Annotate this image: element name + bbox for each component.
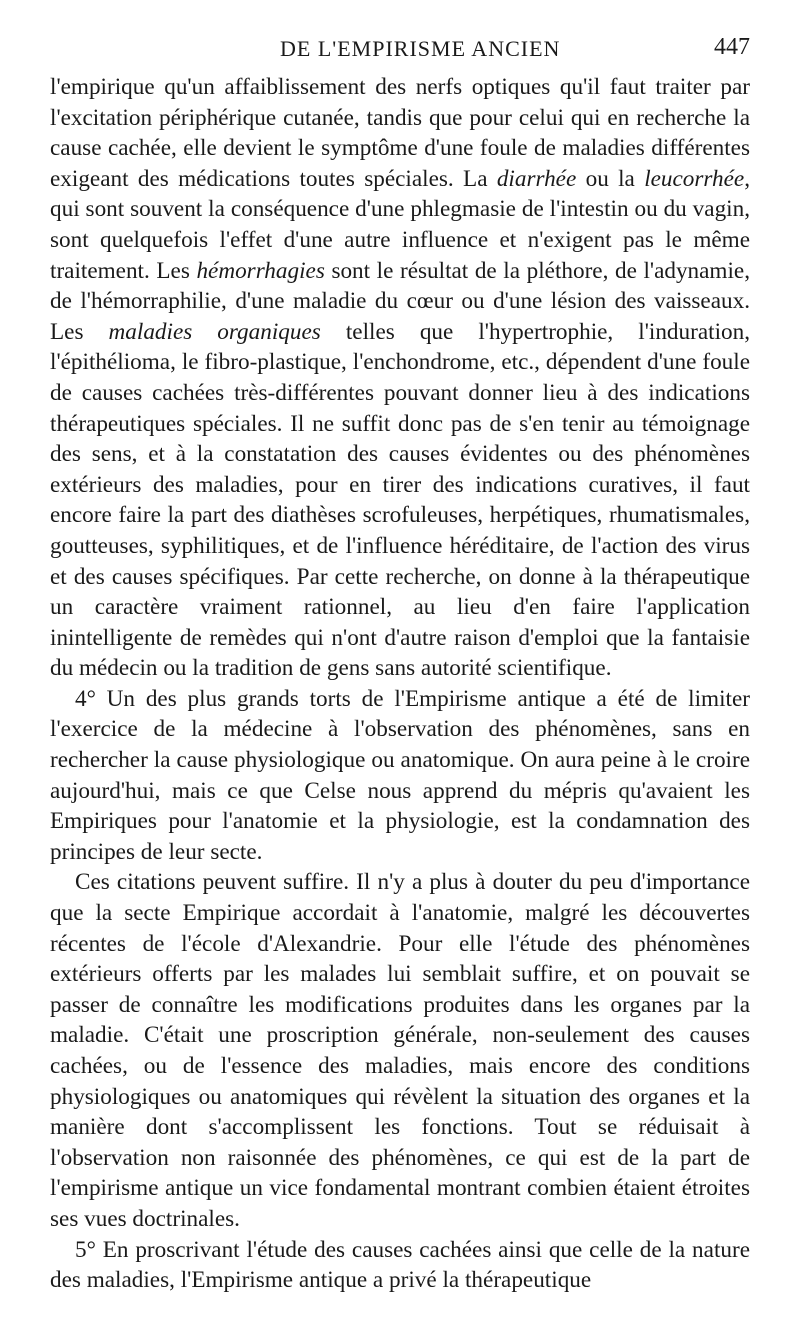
paragraph (50, 867, 750, 1234)
page-number: 447 (714, 34, 750, 60)
italic-term: leucorrhée (644, 165, 745, 192)
paragraph (50, 684, 750, 868)
italic-term: diarrhée (496, 165, 577, 192)
text-run: , qui sont souvent la conséquence d'une phlegmasie de l'intestin ou du vagin, sont quelquefois l'effet d'une autre influence et n'exigent pas le même traitement. Les (50, 165, 751, 284)
paragraph (50, 1235, 750, 1296)
running-title: DE L'EMPIRISME ANCIEN (280, 36, 561, 61)
paragraph (50, 72, 750, 684)
text-run: sont le résultat de la pléthore, de l'adynamie, de l'hémorraphilie, d'une maladie du cœur ou d'une lésion des vaisseaux. Les (50, 257, 750, 345)
page-header (0, 30, 800, 70)
text-run: 4° Un des plus grands torts de l'Empirisme antique a été de limiter l'exercice de la médecine à l'observation des phénomènes, sans en rechercher la cause physiologique ou anatomique. On aura peine à le croire aujourd'hui, mais ce que Celse nous apprend du mépris qu'avaient les Empiriques pour l'anatomie et la physiologie, est la condamnation des principes de leur secte. (50, 685, 750, 865)
italic-term: maladies organiques (108, 318, 321, 345)
body-text (50, 72, 750, 1296)
text-run: 5° En proscrivant l'étude des causes cachées ainsi que celle de la nature des maladies, l'Empirisme antique a privé la thérapeutique (50, 1236, 750, 1294)
text-run: ou la (576, 165, 645, 192)
text-run: l'empirique qu'un affaiblissement des nerfs optiques qu'il faut traiter par l'excitation périphérique cutanée, tandis que pour celui qui en recherche la cause cachée, elle devient le symptôme d'une foule de maladies différentes exigeant des médications toutes spéciales. La (50, 74, 750, 192)
italic-term: hémorrhagies (196, 257, 325, 284)
text-run: telles que l'hypertrophie, l'induration, l'épithélioma, le fibro-plastique, l'enchondrome, etc., dépendent d'une foule de causes cachées très-différentes pouvant donner lieu à des indications thérapeutiques spéciales. Il ne suffit donc pas de s'en tenir au témoignage des sens, et à la constatation des causes évidentes ou des phénomènes extérieurs des maladies, pour en tirer des indications curatives, il faut encore faire la part des diathèses scrofuleuses, herpétiques, rhumatismales, goutteuses, syphilitiques, et de l'influence héréditaire, de l'action des virus et des causes spécifiques. Par cette recherche, on donne à la thérapeutique un caractère vraiment rationnel, au lieu d'en faire l'application inintelligente de remèdes qui n'ont d'autre raison d'emploi que la fantaisie du médecin ou la tradition de gens sans autorité scientifique. (50, 318, 751, 682)
text-run: Ces citations peuvent suffire. Il n'y a plus à douter du peu d'importance que la secte Empirique accordait à l'anatomie, malgré les découvertes récentes de l'école d'Alexandrie. Pour elle l'étude des phénomènes extérieurs offerts par les malades lui semblait suffire, et on pouvait se passer de connaître les modifications produites dans les organes par la maladie. C'était une proscription générale, non-seulement des causes cachées, ou de l'essence des maladies, mais encore des conditions physiologiques ou anatomiques qui révèlent la situation des organes et la manière dont s'accomplissent les fonctions. Tout se réduisait à l'observation non raisonnée des phénomènes, ce qui est de la part de l'empirisme antique un vice fondamental montrant combien étaient étroites ses vues doctrinales. (50, 869, 750, 1232)
